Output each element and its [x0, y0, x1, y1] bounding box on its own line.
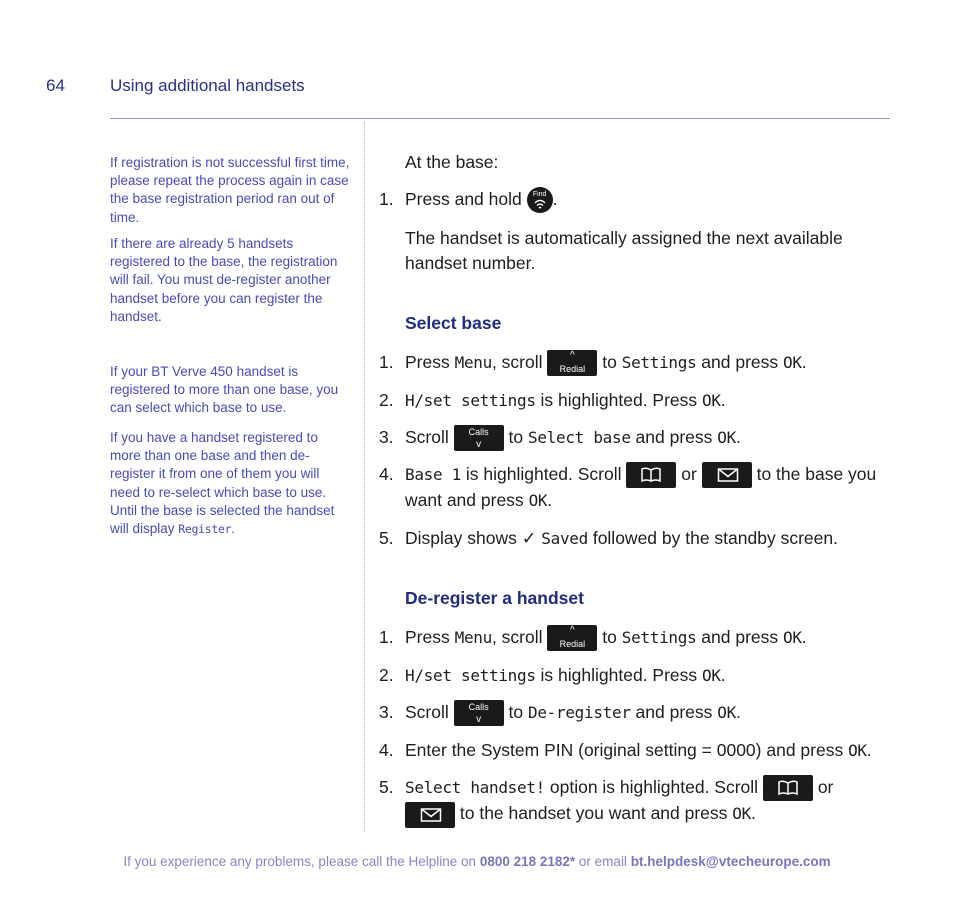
step-number: 4.	[379, 464, 394, 484]
lcd-ok: OK	[717, 703, 736, 722]
lcd-settings: Settings	[621, 628, 697, 647]
step-end: .	[720, 390, 726, 410]
helpline-number: 0800 218 2182*	[479, 854, 576, 869]
step-number: 4.	[379, 740, 394, 760]
step-text: Display shows	[405, 528, 517, 548]
sidebar-note-3: If your BT Verve 450 handset is registered to more than one base, you can select which base to use.	[110, 364, 339, 416]
step-text: to the handset you want and press	[459, 803, 728, 824]
lcd-menu: Menu	[454, 353, 492, 372]
at-base-label: At the base:	[405, 152, 499, 172]
step-text: Scroll	[405, 702, 449, 722]
lcd-ok: OK	[848, 741, 867, 760]
lcd-ok: OK	[732, 804, 751, 824]
lcd-ok: OK	[528, 491, 548, 511]
step-text: , scroll	[491, 627, 543, 647]
sidebar-note-1: If registration is not successful first time, please repeat the process again in case the base registration period ran out of time.	[110, 155, 350, 225]
step-text: to	[602, 627, 617, 647]
step-text: followed by the standby screen.	[592, 528, 838, 548]
tick-icon: ✓	[521, 528, 537, 548]
step-number: 3.	[379, 427, 394, 447]
page-number: 64	[46, 76, 65, 95]
calls-key-icon: Calls v	[454, 425, 504, 451]
intro-step-1	[379, 187, 885, 213]
phonebook-icon	[763, 775, 813, 801]
select-base-heading: Select base	[405, 313, 502, 333]
lcd-de-register: De-register	[528, 703, 631, 722]
deregister-step-1	[379, 625, 885, 651]
footer-text: If you experience any problems, please call the Helpline on	[123, 854, 477, 869]
sidebar-note-2: If there are already 5 handsets registered to the base, the registration will fail. You must de-register another handset before you can register the handset.	[110, 236, 338, 324]
step-number: 5.	[379, 777, 394, 797]
footer	[0, 854, 954, 869]
sidebar-note-4	[110, 429, 350, 538]
step-number: 2.	[379, 665, 394, 685]
select-base-step-5	[379, 526, 885, 551]
redial-key-icon: ^ Redial	[547, 625, 597, 651]
calls-label: Calls	[468, 702, 489, 713]
step-number: 1.	[379, 627, 394, 647]
step-end: .	[750, 803, 756, 824]
step-text: Press and hold	[405, 189, 522, 209]
lcd-hset-settings: H/set settings	[405, 391, 536, 410]
lcd-select-base: Select base	[528, 428, 631, 447]
find-handset-icon	[527, 187, 553, 213]
lcd-saved: Saved	[541, 529, 588, 548]
redial-label: Redial	[559, 639, 586, 650]
step-text: or	[817, 777, 834, 797]
step-text: to	[508, 427, 524, 447]
sidebar-note-4-end: .	[231, 521, 236, 537]
deregister-step-5	[379, 775, 885, 828]
lcd-ok: OK	[783, 353, 802, 372]
redial-label: Redial	[559, 364, 586, 375]
step-text: Enter the System PIN (original setting = 0000) and press	[405, 740, 844, 760]
column-divider	[364, 122, 365, 832]
deregister-step-3	[379, 700, 885, 726]
step-end: .	[735, 427, 741, 447]
lcd-hset-settings: H/set settings	[405, 666, 536, 685]
header-rule	[110, 118, 890, 119]
step-text: and press	[701, 352, 779, 372]
select-base-step-4	[379, 462, 885, 513]
lcd-select-handset: Select handset!	[405, 778, 545, 797]
step-text: and press	[701, 627, 779, 647]
lcd-ok: OK	[717, 428, 736, 447]
phonebook-icon	[626, 462, 676, 488]
step-text: Press	[405, 352, 450, 372]
step-number: 1.	[379, 352, 394, 372]
step-text: to	[508, 702, 524, 722]
calls-label: Calls	[468, 427, 489, 438]
select-base-step-1	[379, 350, 885, 376]
lcd-ok: OK	[783, 628, 802, 647]
step-text: , scroll	[491, 352, 543, 372]
helpdesk-email: bt.helpdesk@vtecheurope.com	[630, 854, 831, 869]
footer-or-email: or email	[578, 854, 627, 869]
step-text: and press	[635, 702, 713, 722]
step-end: .	[720, 665, 726, 685]
select-base-step-3	[379, 425, 885, 451]
step-end: .	[866, 740, 872, 760]
step-number: 2.	[379, 390, 394, 410]
step-text: is highlighted. Scroll	[465, 464, 622, 484]
step-text: to the base you want and press	[405, 464, 877, 511]
step-text: to	[602, 352, 617, 372]
lcd-base-1: Base 1	[405, 465, 461, 484]
step-text: or	[681, 464, 697, 484]
step-number: 1.	[379, 189, 394, 209]
step-end: .	[801, 627, 807, 647]
step-text: option is highlighted. Scroll	[549, 777, 759, 797]
sidebar-note-4-lcd: Register	[178, 522, 232, 537]
deregister-step-2	[379, 663, 885, 688]
lcd-menu: Menu	[454, 628, 492, 647]
lcd-settings: Settings	[621, 353, 697, 372]
page-title: Using additional handsets	[110, 76, 305, 95]
intro-note: The handset is automatically assigned the next available handset number.	[405, 228, 843, 273]
step-end: .	[735, 702, 741, 722]
deregister-heading: De-register a handset	[405, 588, 584, 608]
calls-key-icon: Calls v	[454, 700, 504, 726]
deregister-step-4	[379, 738, 885, 763]
step-text: is highlighted. Press	[540, 390, 698, 410]
step-text: Scroll	[405, 427, 449, 447]
step-end: .	[801, 352, 807, 372]
step-number: 5.	[379, 528, 394, 548]
step-number: 3.	[379, 702, 394, 722]
step-text: Press	[405, 627, 450, 647]
select-base-step-2	[379, 388, 885, 413]
sidebar-note-4-text: If you have a handset registered to more than one base and then de-register it from one of them you will need to re-select which base to use. Until the base is selected the handset will display	[110, 430, 335, 537]
step-end: .	[547, 490, 553, 511]
find-label: Find	[532, 191, 547, 199]
step-end: .	[552, 189, 558, 209]
redial-key-icon: ^ Redial	[547, 350, 597, 376]
lcd-ok: OK	[702, 666, 721, 685]
step-text: is highlighted. Press	[540, 665, 698, 685]
step-text: and press	[635, 427, 713, 447]
envelope-icon	[702, 462, 752, 488]
envelope-icon	[405, 802, 455, 828]
lcd-ok: OK	[702, 391, 721, 410]
